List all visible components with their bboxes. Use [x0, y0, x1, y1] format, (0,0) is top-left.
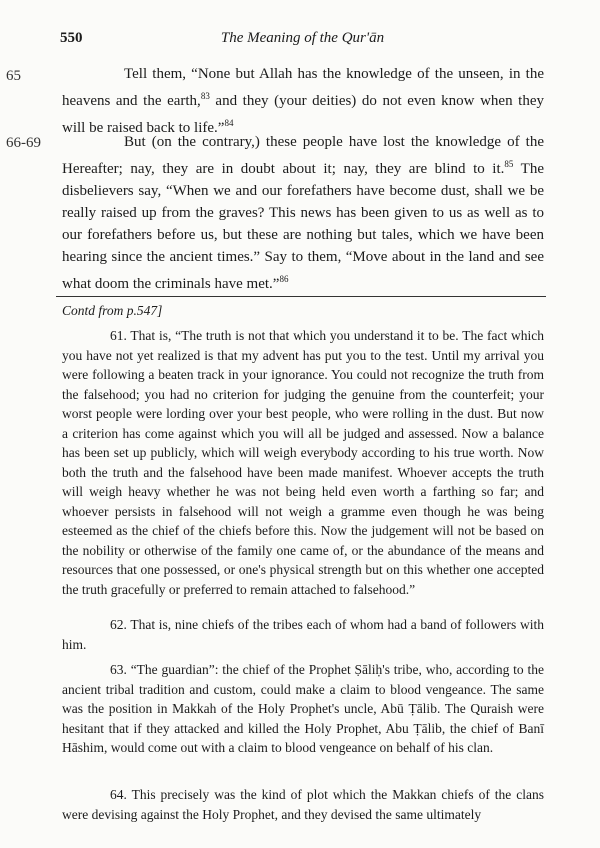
footnote: 61. That is, “The truth is not that which you understand it to be. The fact which you have not yet realized is that my advent has put you to the test. Until my arrival you were following a beaten track in your ignorance. You could not recognize the truth from the falsehood; you had no criterion for judging the genuine from the counterfeit; your worst people were lording over your best people, who were rolling in the dust. But now a criterion has come against which you will all be judged and assessed. Now a balance has been set up publicly, which will weigh everybody according to his true worth. Now both the truth and the falsehood have been made manifest. Whoever accepts the truth will weigh heavy whether he was not being held even worth a farthing so far; and whoever persists in falsehood will not weigh a gramme even though he was being esteemed as the chief of the chiefs before this. Now the judgement will not be based on the nobility or otherwise of the family one came of, or the abundance of the means and resources that one possessed, or one's physical strength but on this whether one accepted the truth gracefully or preferred to remain attached to falsehood.” [62, 328, 544, 597]
verse-ref: 66-69 [6, 135, 41, 151]
footnote-marker: 86 [279, 274, 289, 284]
running-title: The Meaning of the Qur'ān [220, 30, 385, 46]
continuation-label: Contd from p.547] [62, 303, 163, 318]
divider [56, 296, 546, 297]
verse-text: and they (your deities) do not even know when they will be raised back to life.” [62, 93, 544, 136]
verse-block [62, 131, 544, 295]
footnote-marker: 83 [200, 91, 210, 101]
page-number: 550 [60, 30, 83, 46]
footnote: 64. This precisely was the kind of plot which the Makkan chiefs of the clans were devising against the Holy Prophet, and they devised the same ultimately [62, 787, 544, 822]
page-header [60, 30, 545, 50]
verse-text: But (on the contrary,) these people have lost the knowledge of the Hereafter; nay, they are in doubt about it; nay, they are blind to it. [62, 134, 544, 177]
footnote: 63. “The guardian”: the chief of the Prophet Ṣāliḥ's tribe, who, according to the ancient tribal tradition and custom, could make a claim to blood vengeance. The same was the position in Makkah of the Holy Prophet's uncle, Abū Ṭālib. The Quraish were hesitant that if they attacked and killed the Holy Prophet, Abu Ṭālib, the chief of Banī Hāshim, would come out with a claim to blood vengeance on behalf of his clan. [62, 662, 544, 755]
footnote: 62. That is, nine chiefs of the tribes each of whom had a band of followers with him. [62, 617, 544, 652]
footnote-marker: 85 [504, 159, 514, 169]
verse-text: Tell them, “None but Allah has the knowledge of the unseen, in the heavens and the earth, [62, 66, 544, 109]
verse-text: The disbelievers say, “When we and our forefathers have become dust, shall we be really raised up from the graves? This news has been given to us as well as to our forefathers before us, but these are nothing but tales, which we have been hearing since the ancient times.” Say to them, “Move about in the land and see what doom the criminals have met.” [62, 161, 544, 292]
verse-block [62, 63, 544, 139]
footnote-marker: 84 [224, 118, 234, 128]
verse-ref: 65 [6, 68, 21, 84]
